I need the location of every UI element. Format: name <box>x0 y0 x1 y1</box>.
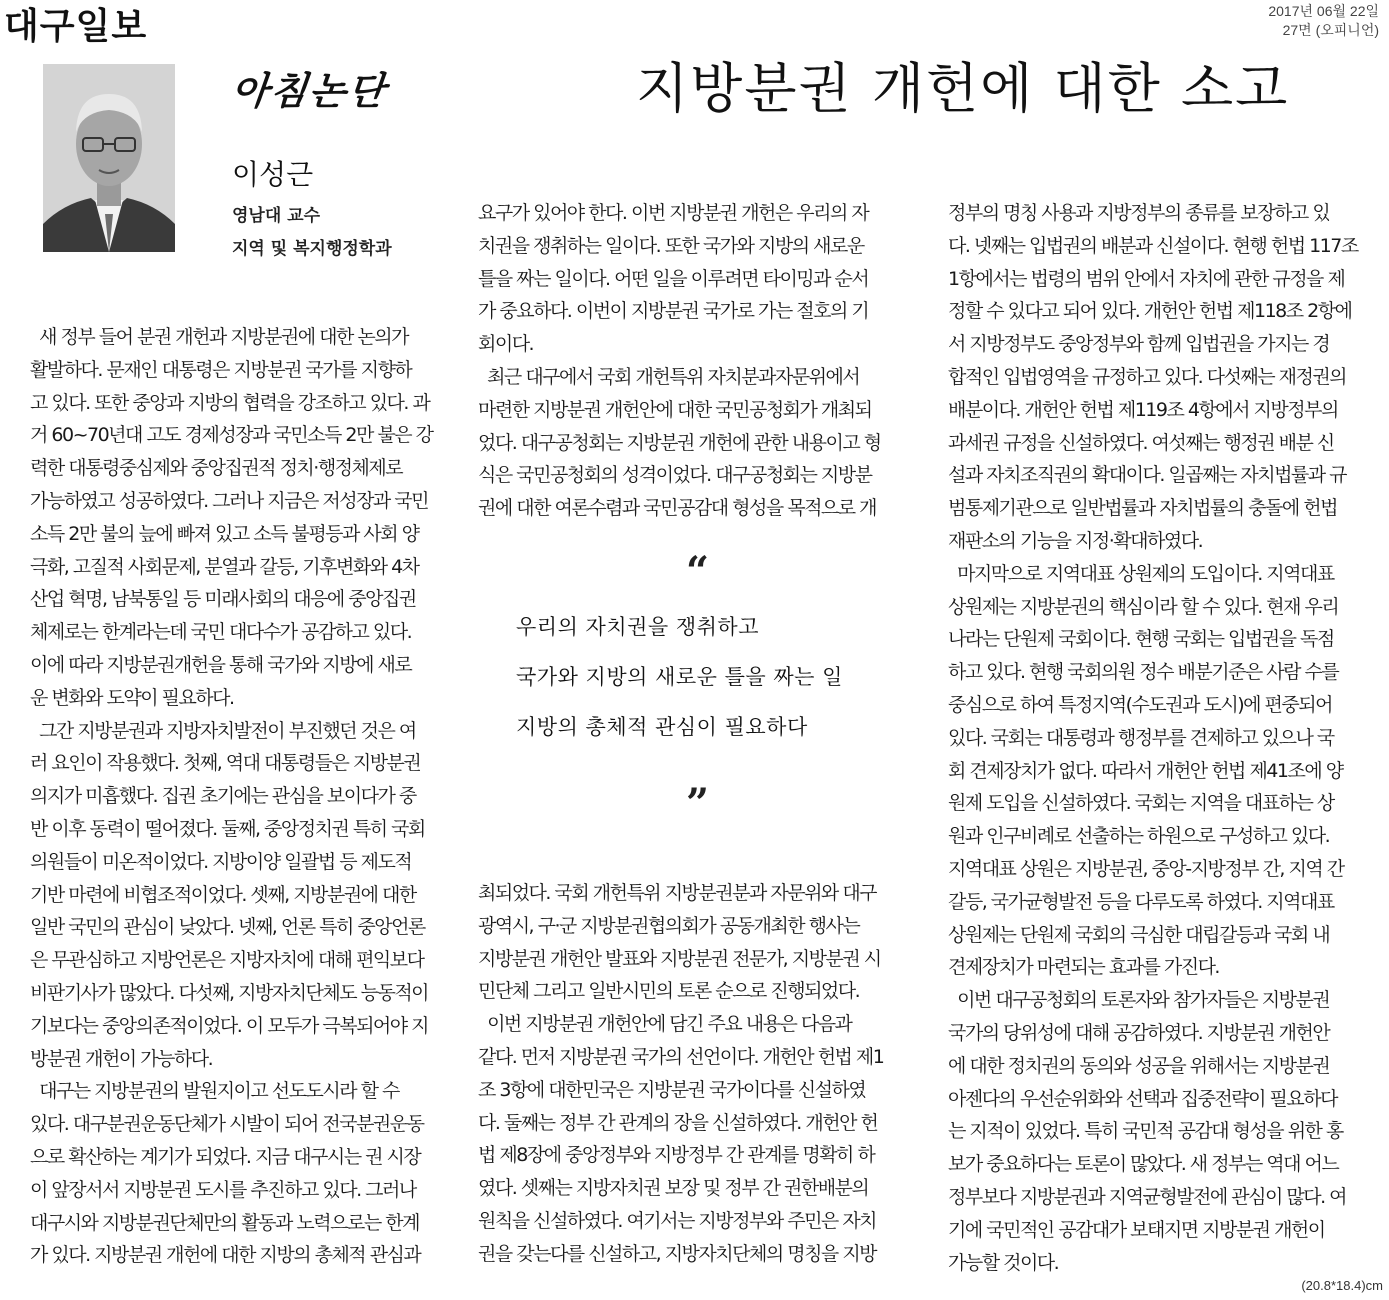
author-position: 영남대 교수 <box>232 206 321 226</box>
column-section-title: 아침논단 <box>229 68 389 113</box>
pull-quote-line: 지방의 총체적 관심이 필요하다 <box>516 715 808 739</box>
author-name: 이성근 <box>232 158 314 191</box>
publication-meta <box>1268 2 1379 40</box>
author-affiliation <box>232 200 392 266</box>
article-headline: 지방분권 개헌에 대한 소고 <box>636 57 1290 120</box>
article-column-2-top: 요구가 있어야 한다. 이번 지방분권 개헌은 우리의 자 치권을 쟁취하는 일이다. 또한 국가와 지방의 새로운 틀을 짜는 일이다. 어떤 일을 이루려면 타이밍과 순서 가 중요하다. 이번이 지방분권 국가로 가는 절호의 기 회이다. 최근 대구에서 국회 개헌특위 자치분과자문위에서 마련한 지방분권 개헌안에 대한 국민공청회가 개최되 었다. 대구공청회는 지방분권 개헌에 관한 내용이고 형 식은 국민공청회의 성격이었다. 대구공청회는 지방분 권에 대한 여론수렴과 국민공감대 형성을 목적으로 개 <box>478 202 881 520</box>
article-column-3: 정부의 명칭 사용과 지방정부의 종류를 보장하고 있 다. 넷째는 입법권의 배분과 신설이다. 현행 헌법 117조 1항에서는 법령의 범위 안에서 자치에 관한 규정을 제 정할 수 있다고 되어 있다. 개헌안 헌법 제118조 2항에 서 지방정부도 중앙정부와 함께 입법권을 가지는 경 합적인 입법영역을 규정하고 있다. 다섯째는 재정권의 배분이다. 개헌안 헌법 제119조 4항에서 지방정부의 과세권 규정을 신설하였다. 여섯째는 행정권 배분 신 설과 자치조직권의 확대이다. 일곱째는 자치법률과 규 범통제기관으로 일반법률과 자치법률의 충돌에 헌법 재판소의 기능을 지정·확대하였다. 마지막으로 지역대표 상원제의 도입이다. 지역대표 상원제는 지방분권의 핵심이라 할 수 있다. 현재 우리 나라는 단원제 국회이다. 현행 국회는 입법권을 독점 하고 있다. 현행 국회의원 정수 배분기준은 사람 수를 중심으로 하여 특정지역(수도권과 도시)에 편중되어 있다. 국회는 대통령과 행정부를 견제하고 있으나 국 회 견제장치가 없다. 따라서 개헌안 헌법 제41조에 양 원제 도입을 신설하였다. 국회는 지역을 대표하는 상 원과 인구비례로 선출하는 하원으로 구성하고 있다. 지역대표 상원은 지방분권, 중앙-지방정부 간, 지역 간 갈등, 국가균형발전 등을 다루도록 하였다. 지역대표 상원제는 단원제 국회의 극심한 대립갈등과 국회 내 견제장치가 마련되는 효과를 가진다. 이번 대구공청회의 토론자와 참가자들은 지방분권 국가의 당위성에 대해 공감하였다. 지방분권 개헌안 에 대한 정치권의 동의와 성공을 위해서는 지방분권 아젠다의 우선순위화와 선택과 집중전략이 필요하다 는 지적이 있었다. 특히 국민적 공감대 형성을 위한 홍 보가 중요하다는 토론이 많았다. 새 정부는 역대 어느 정부보다 지방분권과 지역균형발전에 관심이 많다. 여 기에 국민적인 공감대가 보태지면 지방분권 개헌이 가능할 것이다. <box>948 202 1358 1274</box>
article-column-1: 새 정부 들어 분권 개헌과 지방분권에 대한 논의가 활발하다. 문재인 대통령은 지방분권 국가를 지향하 고 있다. 또한 중앙과 지방의 협력을 강조하고 있다. 과 거 60~70년대 고도 경제성장과 국민소득 2만 불은 강 력한 대통령중심제와 중앙집권적 정치·행정체제로 가능하였고 성공하였다. 그러나 지금은 저성장과 국민 소득 2만 불의 늪에 빠져 있고 소득 불평등과 사회 양 극화, 고질적 사회문제, 분열과 갈등, 기후변화와 4차 산업 혁명, 남북통일 등 미래사회의 대응에 중앙집권 체제로는 한계라는데 국민 대다수가 공감하고 있다. 이에 따라 지방분권개헌을 통해 국가와 지방에 새로 운 변화와 도약이 필요하다. 그간 지방분권과 지방자치발전이 부진했던 것은 여 러 요인이 작용했다. 첫째, 역대 대통령들은 지방분권 의지가 미흡했다. 집권 초기에는 관심을 보이다가 중 반 이후 동력이 떨어졌다. 둘째, 중앙정치권 특히 국회 의원들이 미온적이었다. 지방이양 일괄법 등 제도적 기반 마련에 비협조적이었다. 셋째, 지방분권에 대한 일반 국민의 관심이 낮았다. 넷째, 언론 특히 중앙언론 은 무관심하고 지방언론은 지방자치에 대해 편익보다 비판기사가 많았다. 다섯째, 지방자치단체도 능동적이 기보다는 중앙의존적이었다. 이 모두가 극복되어야 지 방분권 개헌이 가능하다. 대구는 지방분권의 발원지이고 선도도시라 할 수 있다. 대구분권운동단체가 시발이 되어 전국분권운동 으로 확산하는 계기가 되었다. 지금 대구시는 권 시장 이 앞장서서 지방분권 도시를 추진하고 있다. 그러나 대구시와 지방분권단체만의 활동과 노력으로는 한계 가 있다. 지방분권 개헌에 대한 지방의 총체적 관심과 <box>30 326 433 1267</box>
publication-date: 2017년 06월 22일 <box>1268 3 1379 19</box>
newspaper-masthead: 대구일보 <box>4 6 148 47</box>
author-department: 지역 및 복지행정학과 <box>232 239 392 259</box>
clipping-size: (20.8*18.4)cm <box>1301 1278 1383 1293</box>
publication-page: 27면 (오피니언) <box>1282 22 1379 38</box>
pull-quote-close-mark: ” <box>686 780 710 827</box>
pull-quote-line: 우리의 자치권을 쟁취하고 <box>516 615 759 639</box>
pull-quote-line: 국가와 지방의 새로운 틀을 짜는 일 <box>516 665 843 689</box>
author-photo <box>43 64 175 252</box>
article-column-2-bottom: 최되었다. 국회 개헌특위 지방분권분과 자문위와 대구 광역시, 구·군 지방분권협의회가 공동개최한 행사는 지방분권 개헌안 발표와 지방분권 전문가, 지방분권 시 민단체 그리고 일반시민의 토론 순으로 진행되었다. 이번 지방분권 개헌안에 담긴 주요 내용은 다음과 같다. 먼저 지방분권 국가의 선언이다. 개헌안 헌법 제1 조 3항에 대한민국은 지방분권 국가이다를 신설하였 다. 둘째는 정부 간 관계의 장을 신설하였다. 개헌안 헌 법 제8장에 중앙정부와 지방정부 간 관계를 명확히 하 였다. 셋째는 지방자치권 보장 및 정부 간 권한배분의 원칙을 신설하였다. 여기서는 지방정부와 주민은 자치 권을 갖는다를 신설하고, 지방자치단체의 명칭을 지방 <box>478 882 884 1265</box>
pull-quote-open-mark: “ <box>686 548 710 595</box>
